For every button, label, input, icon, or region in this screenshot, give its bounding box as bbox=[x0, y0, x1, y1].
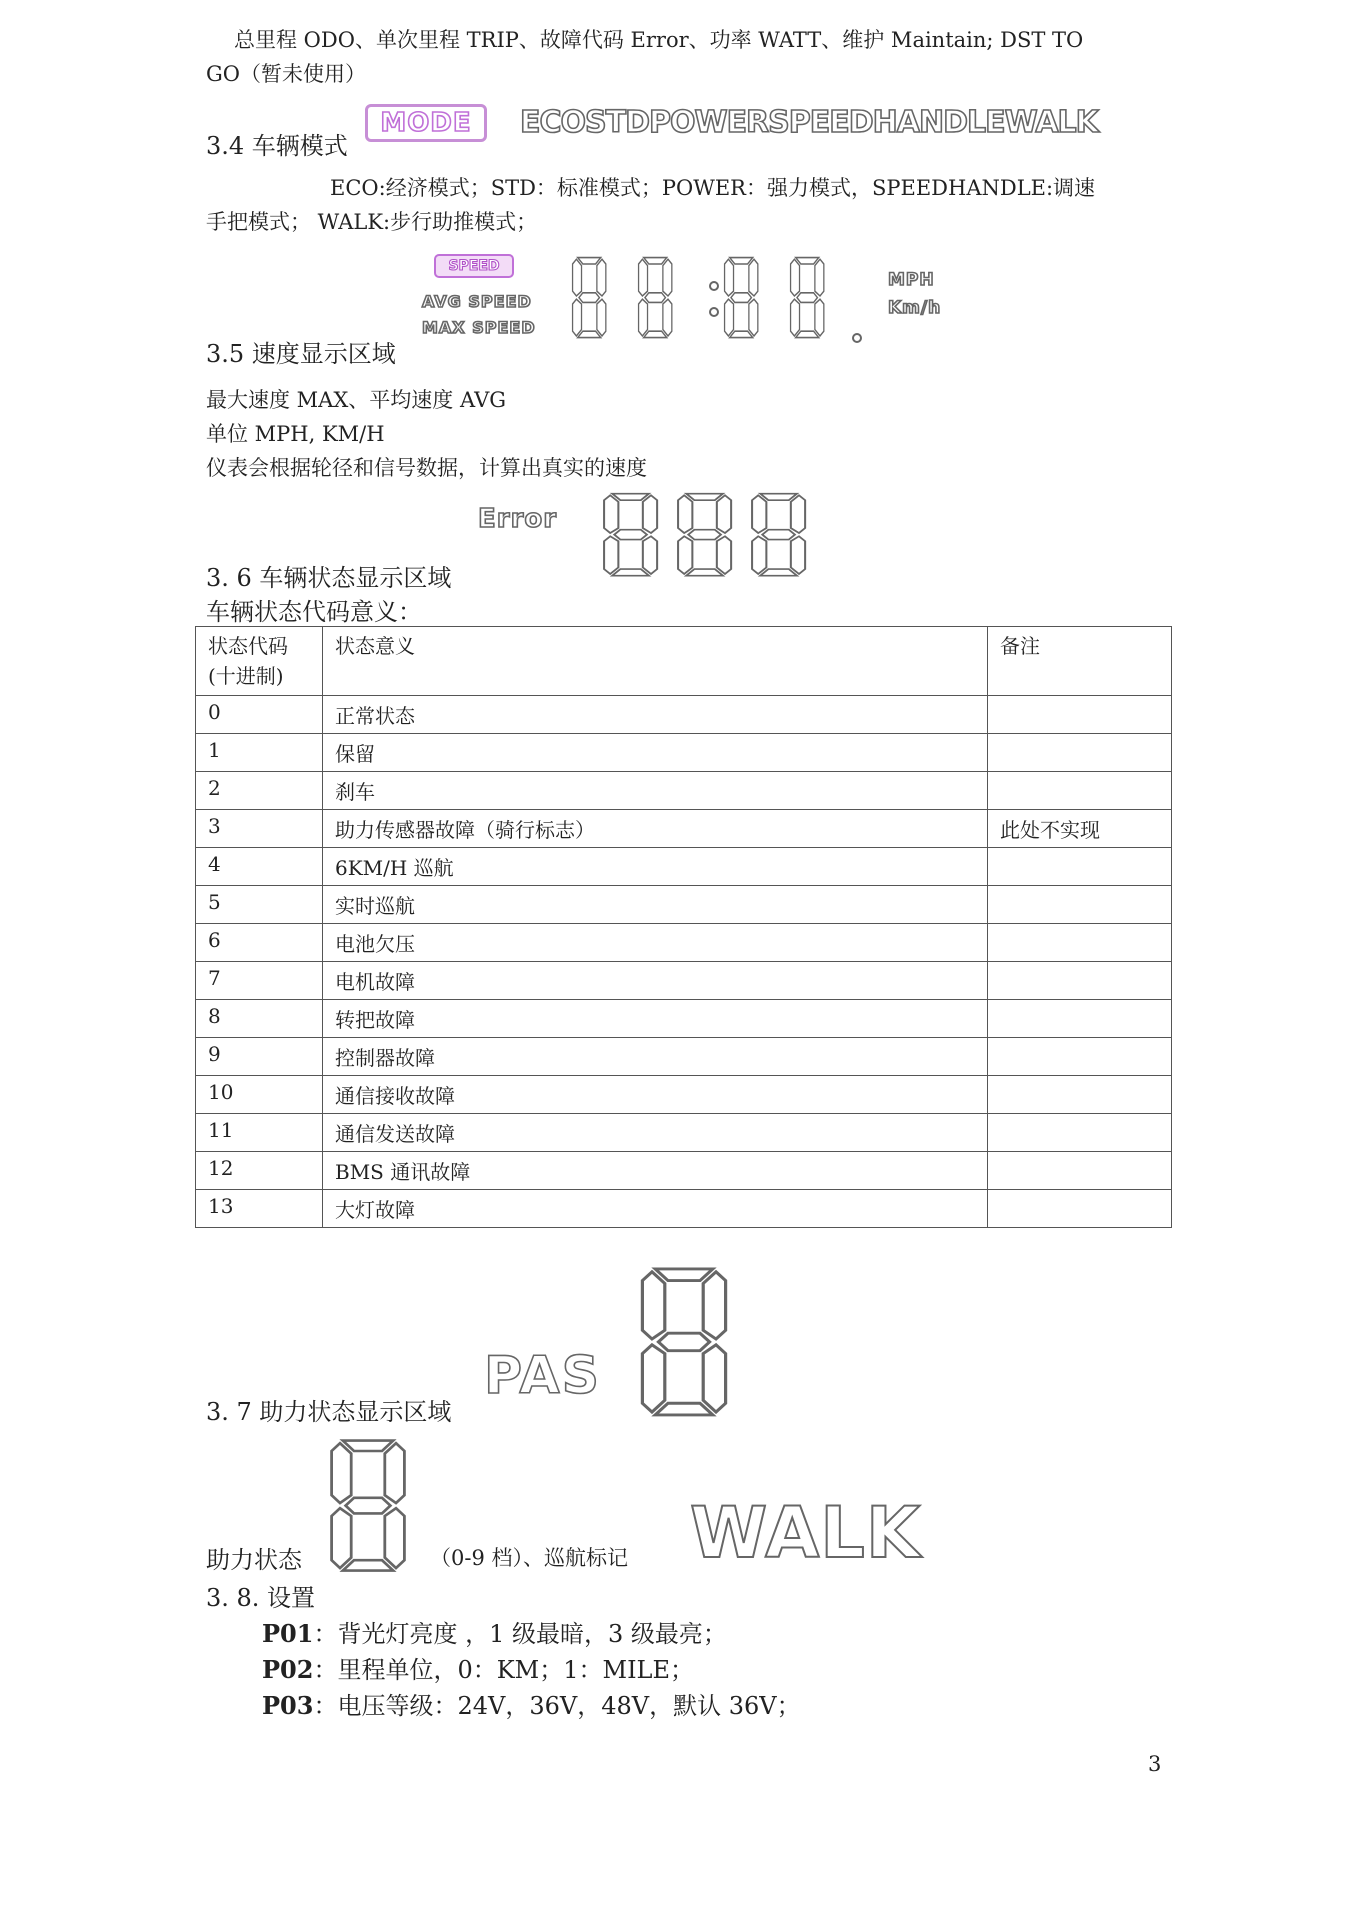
max-speed-label: MAX SPEED bbox=[422, 318, 536, 337]
assist-digit-icon bbox=[326, 1438, 418, 1574]
meaning-cell: 控制器故障 bbox=[323, 1038, 988, 1076]
note-cell bbox=[988, 772, 1172, 810]
note-cell bbox=[988, 696, 1172, 734]
mode-desc-line-2: 手把模式； WALK:步行助推模式； bbox=[206, 210, 538, 234]
meaning-cell: 正常状态 bbox=[323, 696, 988, 734]
assist-label: 助力状态 bbox=[206, 1546, 302, 1574]
meaning-cell: 通信接收故障 bbox=[323, 1076, 988, 1114]
table-row bbox=[196, 696, 1172, 734]
table-row bbox=[196, 1000, 1172, 1038]
note-cell bbox=[988, 1190, 1172, 1228]
setting-p03 bbox=[262, 1686, 801, 1721]
meaning-cell: 电池欠压 bbox=[323, 924, 988, 962]
status-code-table bbox=[195, 626, 1172, 1228]
unit-kmh: Km/h bbox=[888, 298, 942, 318]
meaning-cell: 实时巡航 bbox=[323, 886, 988, 924]
code-cell: 13 bbox=[196, 1190, 323, 1228]
setting-code: P01 bbox=[262, 1619, 314, 1648]
speed-label: SPEED bbox=[448, 258, 500, 274]
note-cell bbox=[988, 848, 1172, 886]
table-row bbox=[196, 1190, 1172, 1228]
code-cell: 0 bbox=[196, 696, 323, 734]
header-meaning: 状态意义 bbox=[323, 627, 988, 696]
mode-desc-line-1: ECO:经济模式；STD：标准模式；POWER：强力模式，SPEEDHANDLE:调速 bbox=[330, 176, 1096, 200]
meaning-cell: 助力传感器故障（骑行标志） bbox=[323, 810, 988, 848]
code-cell: 12 bbox=[196, 1152, 323, 1190]
setting-code: P03 bbox=[262, 1691, 314, 1720]
code-cell: 6 bbox=[196, 924, 323, 962]
speed-icon bbox=[434, 254, 514, 278]
meaning-cell: 刹车 bbox=[323, 772, 988, 810]
code-cell: 9 bbox=[196, 1038, 323, 1076]
table-row bbox=[196, 848, 1172, 886]
speed-line-2: 单位 MPH, KM/H bbox=[206, 422, 385, 446]
note-cell bbox=[988, 1114, 1172, 1152]
error-label: Error bbox=[478, 504, 558, 534]
speed-line-1: 最大速度 MAX、平均速度 AVG bbox=[206, 388, 507, 412]
intro-line-1: 总里程 ODO、单次里程 TRIP、故障代码 Error、功率 WATT、维护 Maintain; DST TO bbox=[234, 28, 1084, 52]
speed-line-3: 仪表会根据轮径和信号数据，计算出真实的速度 bbox=[206, 456, 647, 480]
note-cell bbox=[988, 734, 1172, 772]
setting-code: P02 bbox=[262, 1655, 314, 1684]
code-cell: 11 bbox=[196, 1114, 323, 1152]
section-3-8-title: 3. 8. 设置 bbox=[206, 1584, 316, 1612]
page-number: 3 bbox=[1148, 1752, 1162, 1776]
section-3-6-title: 3. 6 车辆状态显示区域 bbox=[206, 564, 452, 592]
code-cell: 2 bbox=[196, 772, 323, 810]
table-row bbox=[196, 734, 1172, 772]
code-cell: 7 bbox=[196, 962, 323, 1000]
meaning-cell: 大灯故障 bbox=[323, 1190, 988, 1228]
setting-text: ：背光灯亮度 ，1 级最暗，3 级最亮； bbox=[313, 1620, 727, 1648]
setting-p02 bbox=[262, 1650, 694, 1685]
table-row bbox=[196, 1152, 1172, 1190]
assist-range: （0-9 档）、巡航标记 bbox=[430, 1546, 628, 1570]
note-cell bbox=[988, 924, 1172, 962]
table-row bbox=[196, 810, 1172, 848]
code-cell: 8 bbox=[196, 1000, 323, 1038]
note-cell bbox=[988, 1038, 1172, 1076]
table-row bbox=[196, 962, 1172, 1000]
meaning-cell: 转把故障 bbox=[323, 1000, 988, 1038]
code-cell: 10 bbox=[196, 1076, 323, 1114]
header-code bbox=[196, 627, 323, 696]
section-3-4-title: 3.4 车辆模式 bbox=[206, 132, 348, 160]
unit-mph: MPH bbox=[888, 270, 935, 290]
table-row bbox=[196, 886, 1172, 924]
table-row bbox=[196, 772, 1172, 810]
setting-text: ：里程单位，0：KM；1：MILE； bbox=[313, 1656, 695, 1684]
note-cell bbox=[988, 1152, 1172, 1190]
table-row bbox=[196, 1114, 1172, 1152]
intro-line-2: GO（暂未使用） bbox=[206, 62, 366, 86]
meaning-cell: 6KM/H 巡航 bbox=[323, 848, 988, 886]
note-cell bbox=[988, 962, 1172, 1000]
code-cell: 3 bbox=[196, 810, 323, 848]
code-cell: 1 bbox=[196, 734, 323, 772]
setting-p01 bbox=[262, 1614, 727, 1649]
modes-display-label: ECOSTDPOWERSPEEDHANDLEWALK bbox=[520, 105, 1098, 140]
section-3-6-subtitle: 车辆状态代码意义： bbox=[206, 598, 422, 626]
note-cell bbox=[988, 1076, 1172, 1114]
header-note: 备注 bbox=[988, 627, 1172, 696]
table-row bbox=[196, 1076, 1172, 1114]
table-row bbox=[196, 924, 1172, 962]
meaning-cell: 保留 bbox=[323, 734, 988, 772]
mode-label: MODE bbox=[380, 108, 472, 138]
note-cell bbox=[988, 886, 1172, 924]
avg-speed-label: AVG SPEED bbox=[422, 292, 532, 311]
walk-label: WALK bbox=[690, 1492, 922, 1574]
table-row bbox=[196, 1038, 1172, 1076]
meaning-cell: 电机故障 bbox=[323, 962, 988, 1000]
note-cell bbox=[988, 1000, 1172, 1038]
meaning-cell: 通信发送故障 bbox=[323, 1114, 988, 1152]
pas-label: PAS bbox=[484, 1346, 602, 1406]
section-3-5-title: 3.5 速度显示区域 bbox=[206, 340, 396, 368]
code-cell: 4 bbox=[196, 848, 323, 886]
setting-text: ：电压等级：24V，36V，48V，默认 36V； bbox=[313, 1692, 801, 1720]
note-cell: 此处不实现 bbox=[988, 810, 1172, 848]
mode-icon bbox=[365, 104, 487, 142]
header-code-text: 状态代码 (十进制) bbox=[208, 634, 288, 688]
section-3-7-title: 3. 7 助力状态显示区域 bbox=[206, 1398, 452, 1426]
error-digits-icon bbox=[600, 492, 810, 578]
pas-digit-icon bbox=[636, 1266, 744, 1418]
meaning-cell: BMS 通讯故障 bbox=[323, 1152, 988, 1190]
code-cell: 5 bbox=[196, 886, 323, 924]
